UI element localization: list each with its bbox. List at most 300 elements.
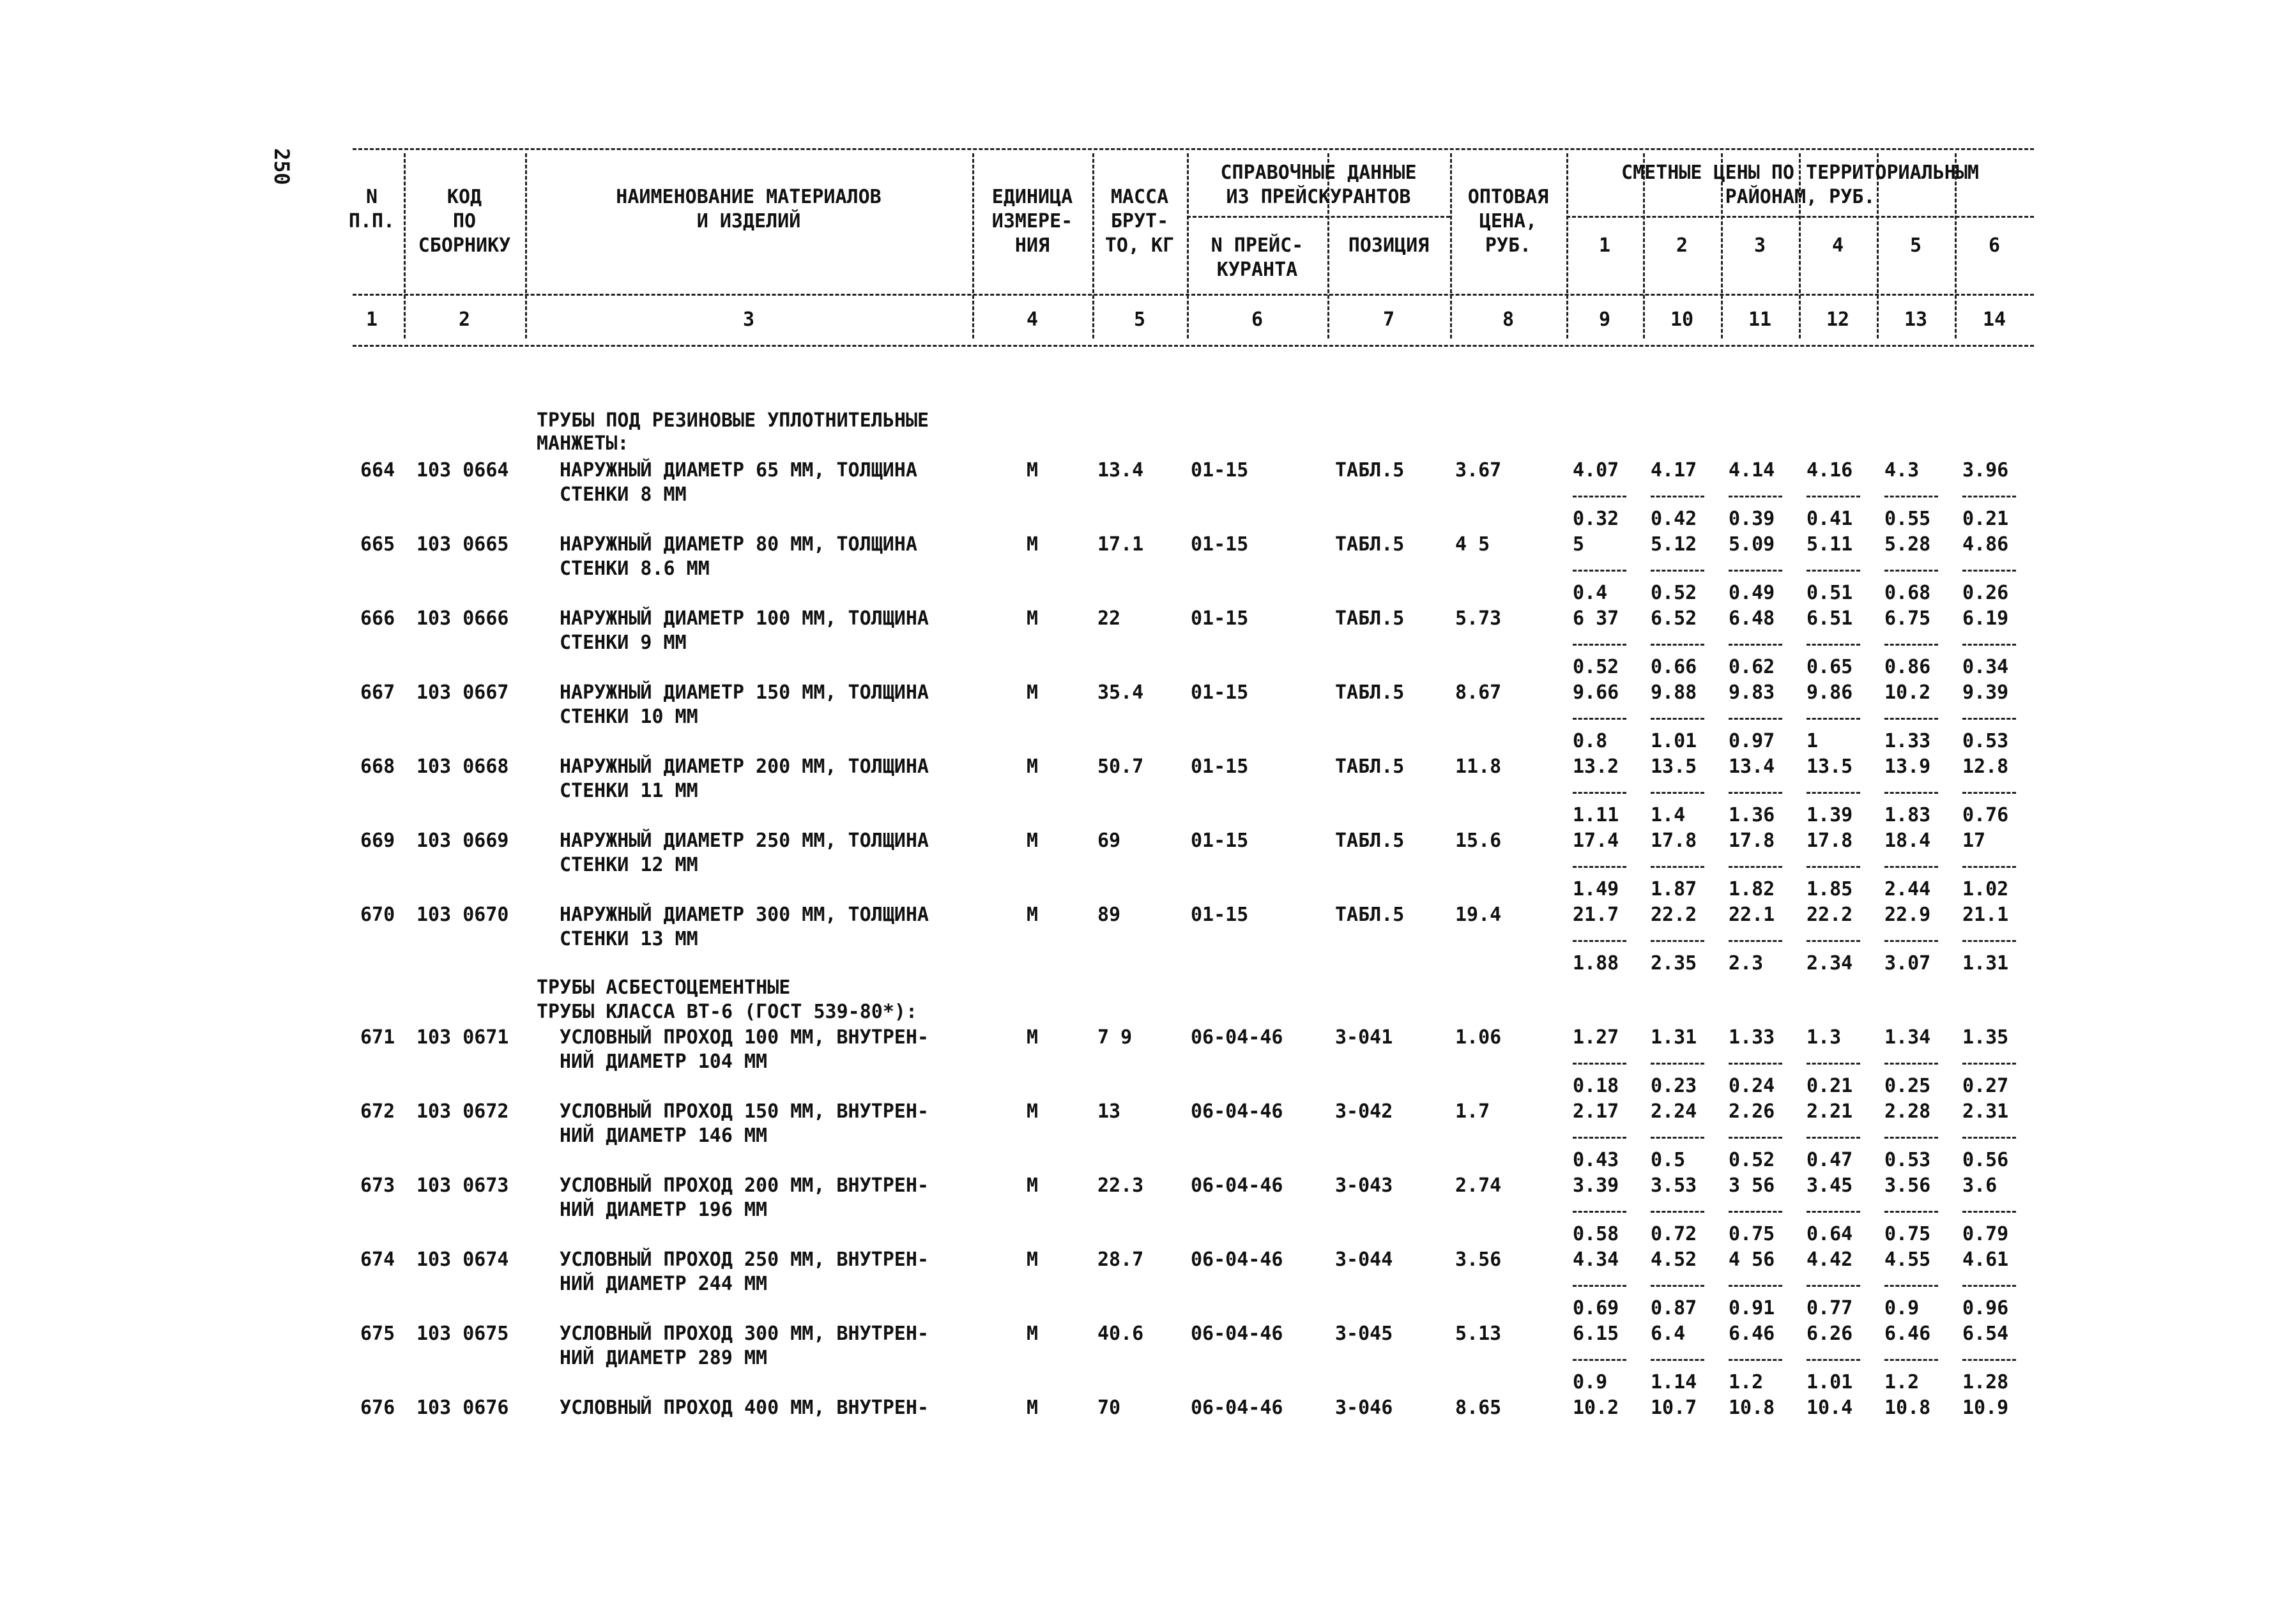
region-transport-cost: 0.56 bbox=[1962, 1149, 2009, 1171]
row-position: 3-045 bbox=[1335, 1323, 1393, 1345]
region-price: 4.07 bbox=[1573, 459, 1619, 482]
row-wholesale-price: 5.13 bbox=[1455, 1323, 1502, 1345]
fraction-bar bbox=[1651, 644, 1704, 646]
header-region-number: 1 bbox=[1598, 234, 1611, 257]
fraction-bar bbox=[1729, 1359, 1782, 1361]
region-price: 18.4 bbox=[1884, 830, 1931, 852]
fraction-bar bbox=[1729, 792, 1782, 794]
region-price: 6.54 bbox=[1962, 1323, 2009, 1345]
region-transport-cost: 0.96 bbox=[1962, 1297, 2009, 1319]
row-unit: М bbox=[1026, 681, 1039, 704]
header-col5-line: ТО, КГ bbox=[1104, 234, 1175, 257]
region-transport-cost: 1.2 bbox=[1729, 1371, 1764, 1393]
region-price: 4.16 bbox=[1807, 459, 1853, 482]
column-number: 8 bbox=[1502, 308, 1515, 331]
row-mass: 70 bbox=[1097, 1397, 1121, 1419]
row-name-line: СТЕНКИ 9 ММ bbox=[560, 632, 687, 654]
header-col6-line: КУРАНТА bbox=[1216, 259, 1298, 281]
fraction-bar bbox=[1729, 1063, 1782, 1065]
region-price: 10.2 bbox=[1573, 1397, 1619, 1419]
region-transport-cost: 0.91 bbox=[1729, 1297, 1775, 1319]
region-transport-cost: 0.75 bbox=[1884, 1223, 1931, 1245]
row-name-line: УСЛОВНЫЙ ПРОХОД 250 ММ, ВНУТРЕН- bbox=[560, 1248, 929, 1271]
row-mass: 35.4 bbox=[1097, 681, 1144, 704]
row-number: 671 bbox=[360, 1026, 395, 1049]
header-col2-line: ПО bbox=[452, 210, 477, 232]
region-price: 5.28 bbox=[1884, 533, 1931, 556]
fraction-bar bbox=[1884, 570, 1938, 572]
region-price: 10.4 bbox=[1807, 1397, 1853, 1419]
fraction-bar bbox=[1884, 496, 1938, 497]
region-price: 3.45 bbox=[1807, 1174, 1853, 1197]
region-price: 3.39 bbox=[1573, 1174, 1619, 1197]
region-price: 13.9 bbox=[1884, 755, 1931, 778]
row-code: 103 0673 bbox=[416, 1174, 509, 1197]
row-name-line: СТЕНКИ 8.6 ММ bbox=[560, 558, 710, 580]
column-number: 11 bbox=[1748, 308, 1772, 331]
fraction-bar bbox=[1651, 570, 1704, 572]
fraction-bar bbox=[1807, 1137, 1860, 1139]
row-mass: 89 bbox=[1097, 904, 1121, 926]
header-region-group-line: СМЕТНЫЕ ЦЕНЫ ПО ТЕРРИТОРИАЛЬНЫМ bbox=[1621, 162, 1979, 184]
fraction-bar bbox=[1729, 570, 1782, 572]
row-name-line: НИЙ ДИАМЕТР 244 ММ bbox=[560, 1273, 768, 1295]
fraction-bar bbox=[1962, 718, 2016, 720]
fraction-bar bbox=[1884, 644, 1938, 646]
row-price-list: 01-15 bbox=[1191, 459, 1249, 482]
row-price-list: 01-15 bbox=[1191, 904, 1249, 926]
row-mass: 40.6 bbox=[1097, 1323, 1144, 1345]
fraction-bar bbox=[1573, 496, 1626, 497]
region-transport-cost: 2.35 bbox=[1651, 952, 1697, 975]
region-price: 6 37 bbox=[1573, 607, 1619, 630]
row-unit: М bbox=[1026, 1026, 1039, 1049]
rule-line bbox=[1187, 216, 1450, 218]
row-code: 103 0664 bbox=[416, 459, 509, 482]
header-col4-line: ЕДИНИЦА bbox=[991, 186, 1073, 208]
fraction-bar bbox=[1807, 570, 1860, 572]
fraction-bar bbox=[1651, 718, 1704, 720]
row-price-list: 06-04-46 bbox=[1191, 1248, 1283, 1271]
row-code: 103 0675 bbox=[416, 1323, 509, 1345]
region-transport-cost: 1.01 bbox=[1651, 730, 1697, 752]
region-price: 1.34 bbox=[1884, 1026, 1931, 1049]
row-price-list: 01-15 bbox=[1191, 607, 1249, 630]
region-transport-cost: 1.39 bbox=[1807, 804, 1853, 826]
row-code: 103 0672 bbox=[416, 1100, 509, 1123]
row-price-list: 01-15 bbox=[1191, 681, 1249, 704]
region-price: 2.26 bbox=[1729, 1100, 1775, 1123]
header-col8-line: ОПТОВАЯ bbox=[1467, 186, 1549, 208]
region-transport-cost: 1.14 bbox=[1651, 1371, 1697, 1393]
header-ref-group-line: ИЗ ПРЕЙСКУРАНТОВ bbox=[1226, 186, 1411, 208]
fraction-bar bbox=[1573, 1063, 1626, 1065]
header-col4-line: НИЯ bbox=[1014, 234, 1050, 257]
region-price: 22.2 bbox=[1651, 904, 1697, 926]
fraction-bar bbox=[1884, 1285, 1938, 1287]
region-price: 17.8 bbox=[1729, 830, 1775, 852]
row-unit: М bbox=[1026, 1248, 1039, 1271]
region-price: 22.1 bbox=[1729, 904, 1775, 926]
row-number: 674 bbox=[360, 1248, 395, 1271]
column-rule bbox=[1187, 153, 1189, 338]
fraction-bar bbox=[1884, 792, 1938, 794]
region-price: 22.2 bbox=[1807, 904, 1853, 926]
fraction-bar bbox=[1962, 1063, 2016, 1065]
region-price: 17.4 bbox=[1573, 830, 1619, 852]
region-price: 5.09 bbox=[1729, 533, 1775, 556]
region-price: 5.12 bbox=[1651, 533, 1697, 556]
row-code: 103 0668 bbox=[416, 755, 509, 778]
fraction-bar bbox=[1807, 718, 1860, 720]
region-transport-cost: 0.68 bbox=[1884, 582, 1931, 604]
fraction-bar bbox=[1573, 570, 1626, 572]
region-transport-cost: 0.21 bbox=[1807, 1075, 1853, 1097]
region-price: 6.75 bbox=[1884, 607, 1931, 630]
fraction-bar bbox=[1729, 718, 1782, 720]
region-transport-cost: 0.41 bbox=[1807, 508, 1853, 530]
fraction-bar bbox=[1573, 1211, 1626, 1213]
header-region-number: 2 bbox=[1676, 234, 1688, 257]
row-code: 103 0666 bbox=[416, 607, 509, 630]
region-price: 4.14 bbox=[1729, 459, 1775, 482]
region-transport-cost: 0.52 bbox=[1651, 582, 1697, 604]
row-position: 3-041 bbox=[1335, 1026, 1393, 1049]
row-number: 670 bbox=[360, 904, 395, 926]
region-price: 9.88 bbox=[1651, 681, 1697, 704]
region-transport-cost: 1.2 bbox=[1884, 1371, 1920, 1393]
region-price: 6.51 bbox=[1807, 607, 1853, 630]
region-transport-cost: 0.51 bbox=[1807, 582, 1853, 604]
row-name-line: НАРУЖНЫЙ ДИАМЕТР 100 ММ, ТОЛЩИНА bbox=[560, 607, 929, 630]
rule-line bbox=[353, 345, 2034, 347]
region-transport-cost: 0.55 bbox=[1884, 508, 1931, 530]
row-unit: М bbox=[1026, 1100, 1039, 1123]
column-number: 9 bbox=[1598, 308, 1611, 331]
row-name-line: УСЛОВНЫЙ ПРОХОД 400 ММ, ВНУТРЕН- bbox=[560, 1397, 929, 1419]
fraction-bar bbox=[1962, 792, 2016, 794]
column-rule bbox=[525, 153, 527, 338]
region-price: 6.26 bbox=[1807, 1323, 1853, 1345]
region-price: 6.15 bbox=[1573, 1323, 1619, 1345]
row-wholesale-price: 19.4 bbox=[1455, 904, 1502, 926]
region-transport-cost: 1.49 bbox=[1573, 878, 1619, 900]
fraction-bar bbox=[1729, 1137, 1782, 1139]
region-transport-cost: 0.43 bbox=[1573, 1149, 1619, 1171]
region-transport-cost: 0.69 bbox=[1573, 1297, 1619, 1319]
fraction-bar bbox=[1651, 1359, 1704, 1361]
fraction-bar bbox=[1573, 1285, 1626, 1287]
region-transport-cost: 1.4 bbox=[1651, 804, 1686, 826]
region-price: 3.56 bbox=[1884, 1174, 1931, 1197]
region-price: 2.28 bbox=[1884, 1100, 1931, 1123]
row-wholesale-price: 8.67 bbox=[1455, 681, 1502, 704]
region-price: 9.66 bbox=[1573, 681, 1619, 704]
section-title: ТРУБЫ АСБЕСТОЦЕМЕНТНЫЕ bbox=[537, 976, 791, 999]
row-wholesale-price: 11.8 bbox=[1455, 755, 1502, 778]
column-number: 6 bbox=[1251, 308, 1264, 331]
region-transport-cost: 0.87 bbox=[1651, 1297, 1697, 1319]
row-unit: М bbox=[1026, 830, 1039, 852]
row-number: 668 bbox=[360, 755, 395, 778]
fraction-bar bbox=[1729, 940, 1782, 942]
row-unit: М bbox=[1026, 533, 1039, 556]
fraction-bar bbox=[1962, 644, 2016, 646]
region-price: 3.53 bbox=[1651, 1174, 1697, 1197]
region-price: 5 bbox=[1573, 533, 1585, 556]
section-title: МАНЖЕТЫ: bbox=[537, 432, 629, 455]
row-position: ТАБЛ.5 bbox=[1335, 459, 1405, 482]
region-price: 4.34 bbox=[1573, 1248, 1619, 1271]
row-name-line: СТЕНКИ 11 ММ bbox=[560, 780, 698, 802]
row-name-line: УСЛОВНЫЙ ПРОХОД 150 ММ, ВНУТРЕН- bbox=[560, 1100, 929, 1123]
region-price: 3.96 bbox=[1962, 459, 2009, 482]
region-price: 3 56 bbox=[1729, 1174, 1775, 1197]
row-mass: 50.7 bbox=[1097, 755, 1144, 778]
row-unit: М bbox=[1026, 1397, 1039, 1419]
row-mass: 13.4 bbox=[1097, 459, 1144, 482]
header-col1-line: П.П. bbox=[348, 210, 395, 232]
region-transport-cost: 0.23 bbox=[1651, 1075, 1697, 1097]
region-price: 10.8 bbox=[1884, 1397, 1931, 1419]
region-transport-cost: 0.75 bbox=[1729, 1223, 1775, 1245]
region-price: 21.1 bbox=[1962, 904, 2009, 926]
region-transport-cost: 0.62 bbox=[1729, 656, 1775, 678]
region-transport-cost: 2.34 bbox=[1807, 952, 1853, 975]
region-price: 4.61 bbox=[1962, 1248, 2009, 1271]
region-price: 21.7 bbox=[1573, 904, 1619, 926]
region-price: 1.27 bbox=[1573, 1026, 1619, 1049]
section-title: ТРУБЫ ПОД РЕЗИНОВЫЕ УПЛОТНИТЕЛЬНЫЕ bbox=[537, 409, 929, 432]
header-col3-line: И ИЗДЕЛИЙ bbox=[696, 210, 801, 232]
column-number: 14 bbox=[1982, 308, 2006, 331]
fraction-bar bbox=[1651, 792, 1704, 794]
fraction-bar bbox=[1807, 1211, 1860, 1213]
row-unit: М bbox=[1026, 1174, 1039, 1197]
fraction-bar bbox=[1962, 570, 2016, 572]
row-position: ТАБЛ.5 bbox=[1335, 830, 1405, 852]
row-unit: М bbox=[1026, 1323, 1039, 1345]
row-position: 3-046 bbox=[1335, 1397, 1393, 1419]
row-name-line: УСЛОВНЫЙ ПРОХОД 200 ММ, ВНУТРЕН- bbox=[560, 1174, 929, 1197]
region-transport-cost: 0.77 bbox=[1807, 1297, 1853, 1319]
region-transport-cost: 0.9 bbox=[1884, 1297, 1920, 1319]
rule-line bbox=[353, 294, 2034, 296]
column-number: 7 bbox=[1382, 308, 1395, 331]
region-price: 17.8 bbox=[1651, 830, 1697, 852]
region-price: 4.52 bbox=[1651, 1248, 1697, 1271]
row-number: 672 bbox=[360, 1100, 395, 1123]
region-price: 2.31 bbox=[1962, 1100, 2009, 1123]
header-region-group-line: РАЙОНАМ, РУБ. bbox=[1725, 186, 1876, 208]
row-name-line: НИЙ ДИАМЕТР 104 ММ bbox=[560, 1051, 768, 1073]
region-transport-cost: 0.86 bbox=[1884, 656, 1931, 678]
row-mass: 69 bbox=[1097, 830, 1121, 852]
row-name-line: НИЙ ДИАМЕТР 196 ММ bbox=[560, 1199, 768, 1221]
region-transport-cost: 0.39 bbox=[1729, 508, 1775, 530]
fraction-bar bbox=[1807, 940, 1860, 942]
row-wholesale-price: 15.6 bbox=[1455, 830, 1502, 852]
region-price: 6.19 bbox=[1962, 607, 2009, 630]
column-rule bbox=[404, 153, 406, 338]
fraction-bar bbox=[1884, 1359, 1938, 1361]
region-price: 1.31 bbox=[1651, 1026, 1697, 1049]
row-mass: 22.3 bbox=[1097, 1174, 1144, 1197]
header-col4-line: ИЗМЕРЕ- bbox=[991, 210, 1073, 232]
row-wholesale-price: 4 5 bbox=[1455, 533, 1490, 556]
row-price-list: 06-04-46 bbox=[1191, 1397, 1283, 1419]
region-transport-cost: 0.9 bbox=[1573, 1371, 1608, 1393]
fraction-bar bbox=[1573, 792, 1626, 794]
fraction-bar bbox=[1884, 1211, 1938, 1213]
fraction-bar bbox=[1651, 1137, 1704, 1139]
row-name-line: УСЛОВНЫЙ ПРОХОД 300 ММ, ВНУТРЕН- bbox=[560, 1323, 929, 1345]
region-price: 10.8 bbox=[1729, 1397, 1775, 1419]
row-name-line: НИЙ ДИАМЕТР 289 ММ bbox=[560, 1347, 768, 1369]
region-price: 4.55 bbox=[1884, 1248, 1931, 1271]
column-number: 4 bbox=[1026, 308, 1039, 331]
region-price: 10.2 bbox=[1884, 681, 1931, 704]
region-transport-cost: 1.83 bbox=[1884, 804, 1931, 826]
row-wholesale-price: 3.56 bbox=[1455, 1248, 1502, 1271]
row-number: 665 bbox=[360, 533, 395, 556]
region-transport-cost: 1.36 bbox=[1729, 804, 1775, 826]
region-transport-cost: 0.49 bbox=[1729, 582, 1775, 604]
fraction-bar bbox=[1651, 940, 1704, 942]
region-transport-cost: 0.97 bbox=[1729, 730, 1775, 752]
region-transport-cost: 0.24 bbox=[1729, 1075, 1775, 1097]
row-wholesale-price: 5.73 bbox=[1455, 607, 1502, 630]
row-position: ТАБЛ.5 bbox=[1335, 607, 1405, 630]
fraction-bar bbox=[1729, 496, 1782, 497]
column-rule bbox=[1092, 153, 1094, 338]
row-price-list: 01-15 bbox=[1191, 830, 1249, 852]
region-price: 22.9 bbox=[1884, 904, 1931, 926]
region-transport-cost: 1.02 bbox=[1962, 878, 2009, 900]
row-wholesale-price: 2.74 bbox=[1455, 1174, 1502, 1197]
row-price-list: 06-04-46 bbox=[1191, 1026, 1283, 1049]
region-price: 2.21 bbox=[1807, 1100, 1853, 1123]
region-transport-cost: 0.27 bbox=[1962, 1075, 2009, 1097]
fraction-bar bbox=[1807, 1359, 1860, 1361]
region-price: 13.5 bbox=[1807, 755, 1853, 778]
row-mass: 13 bbox=[1097, 1100, 1121, 1123]
header-col5-line: БРУТ- bbox=[1110, 210, 1169, 232]
row-number: 675 bbox=[360, 1323, 395, 1345]
header-col8-line: РУБ. bbox=[1485, 234, 1532, 257]
fraction-bar bbox=[1884, 718, 1938, 720]
fraction-bar bbox=[1651, 1063, 1704, 1065]
row-wholesale-price: 1.7 bbox=[1455, 1100, 1490, 1123]
header-region-number: 6 bbox=[1988, 234, 2001, 257]
region-price: 3.6 bbox=[1962, 1174, 1998, 1197]
row-position: 3-042 bbox=[1335, 1100, 1393, 1123]
fraction-bar bbox=[1573, 1359, 1626, 1361]
header-col5-line: МАССА bbox=[1110, 186, 1169, 208]
region-transport-cost: 1.85 bbox=[1807, 878, 1853, 900]
header-region-number: 3 bbox=[1753, 234, 1766, 257]
region-transport-cost: 0.8 bbox=[1573, 730, 1608, 752]
region-price: 17 bbox=[1962, 830, 1986, 852]
row-position: ТАБЛ.5 bbox=[1335, 755, 1405, 778]
fraction-bar bbox=[1962, 1137, 2016, 1139]
region-transport-cost: 0.32 bbox=[1573, 508, 1619, 530]
region-price: 6.46 bbox=[1884, 1323, 1931, 1345]
fraction-bar bbox=[1573, 718, 1626, 720]
region-transport-cost: 0.64 bbox=[1807, 1223, 1853, 1245]
fraction-bar bbox=[1651, 1285, 1704, 1287]
row-price-list: 01-15 bbox=[1191, 533, 1249, 556]
row-name-line: СТЕНКИ 12 ММ bbox=[560, 854, 698, 876]
page-number: 250 bbox=[270, 148, 294, 185]
row-code: 103 0674 bbox=[416, 1248, 509, 1271]
fraction-bar bbox=[1573, 866, 1626, 868]
region-price: 1.35 bbox=[1962, 1026, 2009, 1049]
region-price: 17.8 bbox=[1807, 830, 1853, 852]
region-transport-cost: 0.65 bbox=[1807, 656, 1853, 678]
row-number: 667 bbox=[360, 681, 395, 704]
fraction-bar bbox=[1573, 940, 1626, 942]
column-number: 3 bbox=[742, 308, 755, 331]
header-col2-line: КОД bbox=[447, 186, 482, 208]
region-transport-cost: 0.52 bbox=[1573, 656, 1619, 678]
row-wholesale-price: 8.65 bbox=[1455, 1397, 1502, 1419]
fraction-bar bbox=[1884, 866, 1938, 868]
region-price: 13.5 bbox=[1651, 755, 1697, 778]
region-price: 13.2 bbox=[1573, 755, 1619, 778]
row-number: 669 bbox=[360, 830, 395, 852]
fraction-bar bbox=[1729, 866, 1782, 868]
fraction-bar bbox=[1884, 1063, 1938, 1065]
row-code: 103 0667 bbox=[416, 681, 509, 704]
region-price: 1.33 bbox=[1729, 1026, 1775, 1049]
region-transport-cost: 1.87 bbox=[1651, 878, 1697, 900]
region-transport-cost: 3.07 bbox=[1884, 952, 1931, 975]
column-number: 13 bbox=[1904, 308, 1928, 331]
row-code: 103 0671 bbox=[416, 1026, 509, 1049]
region-transport-cost: 0.53 bbox=[1962, 730, 2009, 752]
rule-line bbox=[353, 148, 2034, 150]
row-name-line: СТЕНКИ 8 ММ bbox=[560, 483, 687, 506]
row-mass: 28.7 bbox=[1097, 1248, 1144, 1271]
row-number: 673 bbox=[360, 1174, 395, 1197]
row-position: ТАБЛ.5 bbox=[1335, 681, 1405, 704]
row-unit: М bbox=[1026, 904, 1039, 926]
fraction-bar bbox=[1962, 1211, 2016, 1213]
region-transport-cost: 0.21 bbox=[1962, 508, 2009, 530]
region-transport-cost: 0.5 bbox=[1651, 1149, 1686, 1171]
region-price: 9.83 bbox=[1729, 681, 1775, 704]
row-code: 103 0670 bbox=[416, 904, 509, 926]
row-wholesale-price: 3.67 bbox=[1455, 459, 1502, 482]
row-unit: М bbox=[1026, 459, 1039, 482]
region-price: 13.4 bbox=[1729, 755, 1775, 778]
row-price-list: 06-04-46 bbox=[1191, 1174, 1283, 1197]
header-col1-line: N bbox=[365, 186, 378, 208]
region-price: 1.3 bbox=[1807, 1026, 1842, 1049]
region-price: 4.86 bbox=[1962, 533, 2009, 556]
region-price: 6.52 bbox=[1651, 607, 1697, 630]
region-transport-cost: 1.28 bbox=[1962, 1371, 2009, 1393]
fraction-bar bbox=[1884, 1137, 1938, 1139]
region-transport-cost: 0.42 bbox=[1651, 508, 1697, 530]
row-code: 103 0665 bbox=[416, 533, 509, 556]
region-price: 10.7 bbox=[1651, 1397, 1697, 1419]
region-transport-cost: 1 bbox=[1807, 730, 1819, 752]
fraction-bar bbox=[1573, 644, 1626, 646]
row-position: 3-043 bbox=[1335, 1174, 1393, 1197]
row-unit: М bbox=[1026, 607, 1039, 630]
